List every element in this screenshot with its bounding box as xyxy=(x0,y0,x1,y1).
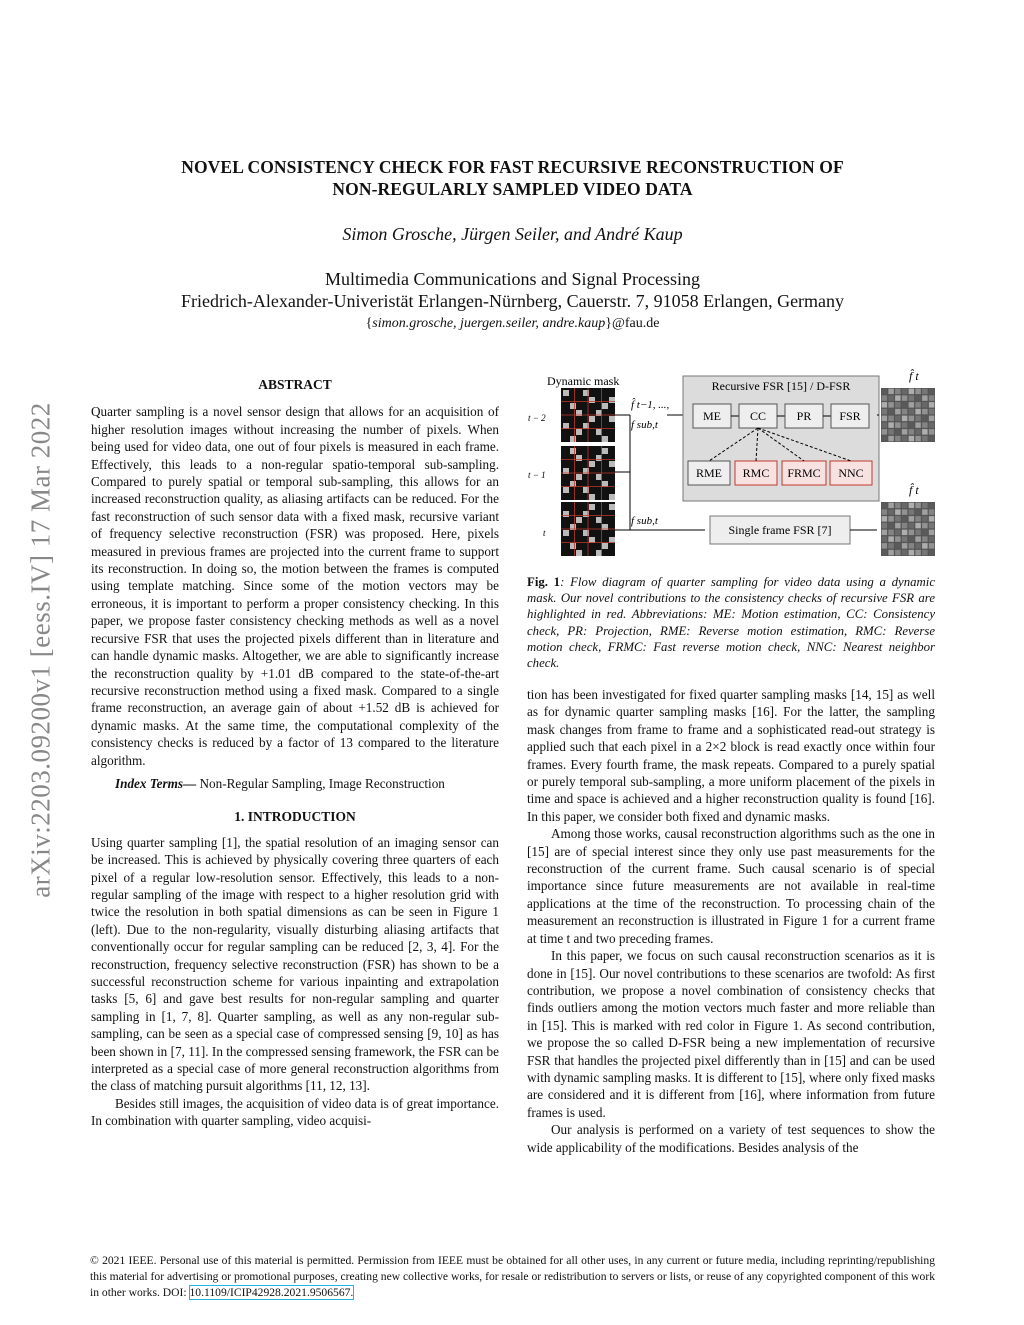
abstract-heading: ABSTRACT xyxy=(258,377,332,392)
caption-label: Fig. 1 xyxy=(527,575,561,589)
sampled-pixel xyxy=(589,416,595,422)
right-paragraph-3: In this paper, we focus on such causal reconstruction scenarios as it is done in [15]. Our novel contributions to these scenarios are twofold: As first contribution, we propose a novel combination of consistency checks that finds outliers among the motion vectors much faster and more reliable than in [15]. This is marked with red color in Figure 1. As second contribution, we propose the so called D-FSR being a new implementation of recursive FSR that handles the projected pixel differently than in [15] and can be used with dynamic sampling masks. It is different to [15], where only fixed masks are considered and it is different from [16], where information from future frames is used. xyxy=(527,948,935,1120)
sampled-pixel xyxy=(589,494,595,500)
email-brace-open: { xyxy=(365,316,373,331)
sampled-pixel xyxy=(602,448,608,454)
single-frame-fsr-label: Single frame FSR [7] xyxy=(728,523,832,537)
time-label-t-1: t − 1 xyxy=(528,470,546,480)
sampled-pixel xyxy=(609,416,615,422)
sampled-pixel xyxy=(596,517,602,523)
svg-text:NNC: NNC xyxy=(838,466,864,480)
abstract-text: Quarter sampling is a novel sensor design that allows for an acquisition of higher resolution images without increasing the number of pixels. When being used for video data, one out of four pixels is measured in each frame. Effectively, this leads to a non-regular spatio-temporal sub-sampling. Compared to purely spatial or temporal sub-sampling, this allows for an increased reconstruction quality, as aliasing artifacts can be reduced. For the fast reconstruction of such sensor data with a fixed mask, recursive variant of frequency selective reconstruction (FSR) was proposed. Here, pixels measured in previous frames are projected into the current frame to support its reconstruction. In doing so, the motion between the frames is computed using template matching. Since some of the motion vectors may be erroneous, it is important to perform a proper consistency checking. In this paper, we propose faster consistency checking methods as well as a novel recursive FSR that uses the projected pixels different than in literature and can handle dynamic masks. Altogether, we are able to significantly increase the reconstruction quality by +1.01 dB compared to the state-of-the-art recursive reconstruction method using a fixed mask. Compared to a single frame reconstruction, an average gain of about +1.52 dB is achieved for dynamic masks. At the same time, the computational complexity of the consistency checks is reduced by a factor of 13 compared to the literature algorithm. xyxy=(91,404,499,768)
f-hat-t-label-top: f̂ t xyxy=(909,369,919,383)
box-me xyxy=(693,404,731,428)
output-frames xyxy=(881,388,935,556)
sampled-pixel xyxy=(609,504,615,510)
affiliation-line-2: Friedrich-Alexander-Univeristät Erlangen-Nürnberg, Cauerstr. 7, 91058 Erlangen, Germany xyxy=(180,291,845,311)
doi-link[interactable]: 10.1109/ICIP42928.2021.9506567. xyxy=(189,1286,354,1299)
sampled-pixel xyxy=(602,403,608,409)
affiliation-line-1: Multimedia Communications and Signal Processing xyxy=(325,269,700,289)
authors: Simon Grosche, Jürgen Seiler, and André Kaup xyxy=(342,224,683,244)
svg-text:ME: ME xyxy=(703,409,721,423)
sampled-pixel xyxy=(596,474,602,480)
sampled-pixel xyxy=(576,550,582,556)
index-terms xyxy=(91,775,499,792)
sampled-pixel xyxy=(563,390,569,396)
sampled-pixel xyxy=(596,455,602,461)
sampled-pixel xyxy=(609,461,615,467)
left-column xyxy=(91,376,499,1130)
sampled-pixel xyxy=(596,550,602,556)
box-rmc xyxy=(735,461,777,485)
affiliation xyxy=(90,268,935,312)
sampled-pixel xyxy=(602,436,608,442)
box-nnc xyxy=(830,461,872,485)
output-frame xyxy=(881,388,935,442)
recursive-fsr-label: Recursive FSR [15] / D-FSR xyxy=(711,379,851,393)
mask-frame xyxy=(561,502,615,556)
index-terms-text: Non-Regular Sampling, Image Reconstruction xyxy=(196,775,445,791)
flow-diagram xyxy=(525,368,935,568)
f-hat-t-label-bottom: f̂ t xyxy=(909,483,919,497)
index-terms-label: Index Terms— xyxy=(115,775,197,791)
email-names: simon.grosche, juergen.seiler, andre.kaup xyxy=(372,316,606,331)
svg-text:FSR: FSR xyxy=(839,409,861,423)
copyright-footer xyxy=(90,1253,935,1301)
right-column xyxy=(527,686,935,1156)
title-line-1: NOVEL CONSISTENCY CHECK FOR FAST RECURSIVE RECONSTRUCTION OF xyxy=(181,157,844,177)
sampled-pixel xyxy=(563,511,569,517)
email xyxy=(90,316,935,332)
box-cc xyxy=(739,404,777,428)
right-paragraph-2: Among those works, causal reconstruction algorithms such as the one in [15] are of special interest since they only use past measurements for the reconstruction of the current frame. Such causal scenario is of special importance since future measurements are not available in real-time applications at the time of the reconstruction. To processing chain of the measurement an reconstruction is illustrated in Figure 1 for a current frame at time t and two preceding frames. xyxy=(527,826,935,946)
sampled-pixel xyxy=(589,504,595,510)
sampled-pixel xyxy=(576,517,582,523)
time-label-t-2: t − 2 xyxy=(528,413,546,423)
right-paragraph-4: Our analysis is performed on a variety of test sequences to show the wide applicability of the modifications. Besides analysis of the xyxy=(527,1122,935,1155)
svg-text:RME: RME xyxy=(695,466,723,480)
figure-1-caption xyxy=(527,574,935,671)
sampled-pixel xyxy=(563,530,569,536)
mask-frame xyxy=(561,388,615,442)
box-frmc xyxy=(782,461,826,485)
sampled-pixel xyxy=(589,397,595,403)
sampled-pixel xyxy=(570,543,576,549)
arxiv-sidebar xyxy=(6,300,76,1000)
email-domain: }@fau.de xyxy=(605,316,660,331)
intro-paragraph-2: Besides still images, the acquisition of video data is of great importance. In combination with quarter sampling, video acquisi- xyxy=(91,1095,499,1129)
sampled-pixel xyxy=(576,474,582,480)
mask-frame xyxy=(561,446,615,500)
dynamic-mask-label: Dynamic mask xyxy=(547,374,620,388)
figure-1 xyxy=(525,368,935,568)
box-rme xyxy=(688,461,730,485)
f-sub-t-label-2: f sub,t xyxy=(631,515,658,527)
svg-text:FRMC: FRMC xyxy=(787,466,821,480)
sampled-pixel xyxy=(609,537,615,543)
sampled-pixel xyxy=(609,494,615,500)
svg-text:RMC: RMC xyxy=(742,466,770,480)
title-line-2: NON-REGULARLY SAMPLED VIDEO DATA xyxy=(332,179,693,199)
svg-text:CC: CC xyxy=(749,409,767,423)
caption-text: : Flow diagram of quarter sampling for video data using a dynamic mask. Our novel contributions to the consistency checks of recursive FSR are highlighted in red. Abbreviations: ME: Motion estimation, CC: Consistency check, PR: Projection, RME: Reverse motion estimation, RMC: Reverse motion check, FRMC: Fast reverse motion check, NNC: Nearest neighbor check. xyxy=(527,575,936,671)
f-prev-label: f̂ t−1, ..., xyxy=(631,399,670,411)
sampled-pixel xyxy=(563,487,569,493)
sampled-pixel xyxy=(609,397,615,403)
sampled-pixel xyxy=(602,543,608,549)
sampled-pixel xyxy=(570,448,576,454)
sampled-pixel xyxy=(570,403,576,409)
arxiv-stamp: arXiv:2203.09200v1 [eess.IV] 17 Mar 2022 xyxy=(25,402,56,898)
intro-paragraph-1: Using quarter sampling [1], the spatial resolution of an imaging sensor can be increased. This is achieved by physically covering three quarters of each pixel of a regular low-resolution sensor. Effectively, this leads to a non-regular sampling of the image with respect to a higher resolution grid with twice the resolution in both spatial dimensions as can be seen in Figure 1 (left). Due to the non-regularity, visually disturbing aliasing artifacts that conventionally occur for regular sampling can be reduced [2, 3, 4]. For the reconstruction, frequency selective reconstruction (FSR) has shown to be a successful reconstruction scheme for various inpainting and extrapolation tasks [5, 6] and gave best results for non-regular sampling and quarter sampling in [1, 7, 8]. Quarter sampling, as well as any non-regular sub-sampling, can be seen as a special case of compressed sensing [9, 10] as has been shown in [7, 11]. In the compressed sensing framework, the FSR can be interpreted as a special case of more general reconstruction algorithms from the class of matching pursuit algorithms [11, 12, 13]. xyxy=(91,834,499,1094)
sampled-pixel xyxy=(589,537,595,543)
sampled-pixel xyxy=(576,429,582,435)
copyright-text: © 2021 IEEE. Personal use of this material is permitted. Permission from IEEE must be obtained for all other uses, in any current or future media, including reprinting/republishing this material for advertising or promotional purposes, creating new collective works, for resale or redistribution to servers or lists, or reuse of any copyrighted component of this work in other works. DOI: xyxy=(90,1254,935,1299)
intro-heading: 1. INTRODUCTION xyxy=(234,809,356,825)
right-paragraph-1: tion has been investigated for fixed quarter sampling masks [14, 15] as well as for dynamic quarter sampling masks [16]. For the latter, the sampling mask changes from frame to frame and a sophisticated read-out strategy is applied such that each pixel in a 2×2 block is read exactly once within four frames. Every fourth frame, the mask repeats. Compared to a purely spatial or purely temporal sub-sampling, a more uniform placement of the pixels in time and space is achieved and a higher reconstruction quality is found [16]. In this paper, we consider both fixed and dynamic masks. xyxy=(527,687,935,824)
sampled-pixel xyxy=(570,436,576,442)
f-sub-t-label: f sub,t xyxy=(631,419,658,431)
mask-frames xyxy=(561,388,615,556)
time-label-t: t xyxy=(543,528,546,538)
box-pr xyxy=(785,404,823,428)
box-fsr xyxy=(831,404,869,428)
svg-text:PR: PR xyxy=(796,409,812,423)
output-frame xyxy=(881,502,935,556)
paper-title xyxy=(90,156,935,200)
sampled-pixel xyxy=(589,461,595,467)
sampled-pixel xyxy=(576,455,582,461)
sampled-pixel xyxy=(596,429,602,435)
